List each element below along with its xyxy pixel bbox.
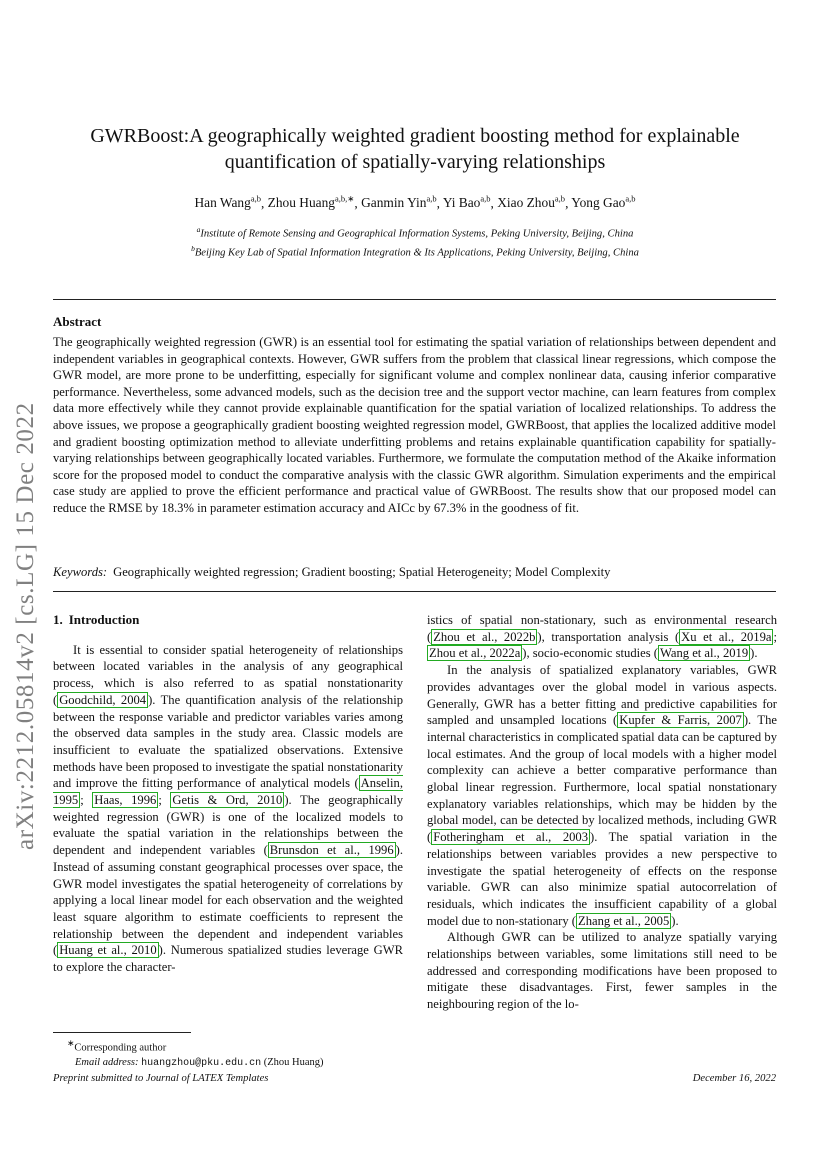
abstract-heading: Abstract [53, 314, 102, 329]
paragraph [427, 612, 777, 662]
text-run: ). [671, 913, 679, 928]
right-column [427, 612, 777, 1013]
email-label: Email address: [75, 1056, 139, 1068]
citation-link[interactable]: Wang et al., 2019 [659, 646, 749, 661]
author [443, 195, 491, 210]
text-run: It is essential to consider spatial heterogeneity of relationships between located variables in the analysis of any geographical process, which is also referred to as spatial nonstationarity ( [53, 642, 403, 707]
author-list: Han Wang$^{a,b}$, Zhou Huang$^{a,b,∗}$, Ganmin Yin$^{a,b}$, Yi Bao$^{a,b}$, Xiao Zhou$^{a,b}$, Yong Gao$^{a,b}$ [194, 194, 636, 211]
citation-link[interactable]: Brunsdon et al., 1996 [269, 843, 394, 858]
left-column [53, 612, 403, 976]
citation-link[interactable]: Xu et al., 2019a [681, 629, 772, 644]
author-name: Ganmin Yin [361, 195, 427, 211]
author-affiliation-mark: a,b [250, 194, 261, 204]
paragraph [427, 929, 777, 1013]
citation-link[interactable]: Huang et al., 2010 [59, 943, 157, 958]
citation-link[interactable]: Haas, 1996 [94, 793, 157, 808]
text-run: ). The geographically weighted regression (GWR) is one of the localized models to evaluate the spatial variation in the relationships between the dependent and independent variables ( [53, 793, 403, 858]
affiliation [60, 223, 770, 242]
footer-journal: Preprint submitted to Journal of LATEX Templates [53, 1073, 269, 1084]
paragraph [427, 662, 777, 929]
citation-link[interactable]: Fotheringham et al., 2003 [433, 830, 589, 845]
text-run: In the analysis of spatialized explanatory variables, GWR provides advantages over the global model in various aspects. Generally, GWR has a better fitting and predictive capabilities for sampled and unsampled locations ( [427, 663, 777, 728]
text-run: ). The quantification analysis of the relationship between the response variable and predictor variables varies among the observed data samples in the study area. Classic models are insufficient to evaluate the spatialized observations. Extensive methods have been proposed to investigate the spatial nonstationarity and improve the fitting performance of analytical models ( [53, 692, 404, 791]
author [571, 195, 635, 210]
author-name: Yong Gao [571, 195, 626, 211]
text-run: ), transportation analysis ( [537, 629, 680, 644]
paper-title: GWRBoost:A geographically weighted gradient boosting method for explainable quantification of spatially-varying relationships [90, 125, 740, 173]
citation-link[interactable]: Kupfer & Farris, 2007 [619, 713, 742, 728]
citation-link[interactable]: Zhang et al., 2005 [578, 913, 670, 928]
affiliation-mark: a [196, 225, 201, 234]
affiliation [60, 242, 770, 261]
affiliation-text: Institute of Remote Sensing and Geographical Information Systems, Peking University, Beijing, China [200, 228, 634, 240]
author [194, 195, 260, 210]
abstract-text: The geographically weighted regression (GWR) is an essential tool for estimating the spatial variation of relationships between dependent and independent variables in geographical contexts. However, GWR suffers from the problem that classical linear regressions, which compose the GWR model, are more prone to be underfitting, especially for significant volume and complex nonlinear data, causing inferior comparative performance. Nevertheless, some advanced models, such as the decision tree and the support vector machine, can learn features from complex data more effectively while they cannot provide explainable quantification for the spatial variation of localized relationships. To address the above issues, we propose a geographically gradient boosting weighted regression model, GWRBoost, that applies the localized additive model and gradient boosting optimization method to alleviate underfitting problems and retains explainable quantification capability for spatially-varying relationships between geographically located variables. Furthermore, we formulate the computation method of the Akaike information score for the proposed model to conduct the comparative analysis with the classic GWR algorithm. Simulation experiments and the empirical case study are applied to prove the efficient performance and practical value of GWRBoost. The results show that our proposed model can reduce the RMSE by 18.3% in parameter estimation accuracy and AICc by 67.3% in the goodness of fit. [53, 335, 776, 515]
footnote [53, 1036, 403, 1071]
author-affiliation-mark: a,b [554, 194, 566, 204]
text-run: ). [750, 646, 758, 661]
abstract-top-rule [53, 299, 776, 300]
email-address[interactable]: huangzhou@pku.edu.cn [141, 1057, 262, 1069]
text-run: ), socio-economic studies ( [522, 646, 658, 661]
text-run: istics of spatial non-stationary, such as environmental research ( [427, 613, 777, 644]
keywords-label: Keywords: [53, 565, 108, 579]
section-heading [53, 612, 403, 629]
footnote-corresponding [53, 1036, 403, 1056]
text-run: ; [158, 793, 171, 808]
author-affiliation-mark: a,b,∗ [335, 194, 355, 204]
text-run: ; [80, 793, 93, 808]
author-affiliation-mark: a,b [625, 194, 636, 204]
author-name: Zhou Huang [267, 195, 335, 211]
affiliation-mark: b [191, 243, 195, 253]
citation-link[interactable]: Goodchild, 2004 [59, 692, 147, 707]
keywords [53, 565, 610, 580]
section-title: Introduction [68, 612, 140, 627]
citation-link[interactable]: Zhou et al., 2022a [429, 646, 521, 661]
footnote-corresponding-text: Corresponding author [74, 1042, 167, 1054]
author [497, 195, 565, 210]
footnote-rule [53, 1032, 191, 1033]
text-run: ). Instead of assuming constant geographical processes over space, the GWR model investigates the spatial heterogeneity of correlations by applying a local linear model for each observation and the weighted least square algorithm to estimate coefficients to represent the relationship between the dependent and independent variables ( [53, 843, 403, 958]
footer-date: December 16, 2022 [692, 1073, 776, 1084]
arxiv-identifier: arXiv:2212.05814v2 [cs.LG] 15 Dec 2022 [12, 402, 39, 850]
citation-link[interactable]: Getis & Ord, 2010 [172, 793, 283, 808]
author [361, 195, 437, 210]
email-owner: (Zhou Huang) [263, 1056, 324, 1068]
paragraph [53, 642, 403, 976]
author-affiliation-mark: a,b [426, 194, 437, 204]
author-name: Yi Bao [442, 195, 481, 211]
text-run: ). Numerous spatialized studies leverage GWR to explore the character- [53, 943, 403, 975]
affiliation-list [60, 223, 770, 260]
abstract-bottom-rule [53, 591, 776, 592]
author-name: Xiao Zhou [497, 195, 555, 211]
affiliation-text: Beijing Key Lab of Spatial Information Integration & Its Applications, Peking University, Beijing, China [194, 247, 639, 259]
section-number: 1. [53, 612, 63, 627]
text-run: ). The internal characteristics in complicated spatial data can be captured by local estimates. And the group of local models with a higher model complexity can achieve a better comparative performance than global linear regression. Furthermore, local spatial nonstationary explanatory variables relationships, which may be hidden by the global model, can be detected by localized methods, including GWR ( [427, 713, 778, 845]
text-run: ; [773, 629, 777, 644]
author-affiliation-mark: a,b [480, 194, 491, 204]
citation-link[interactable]: Zhou et al., 2022b [433, 629, 536, 644]
citation-link[interactable]: Anselin, 1995 [53, 776, 403, 808]
page-footer [53, 1073, 776, 1084]
footnote-email [53, 1056, 403, 1071]
keywords-text: Geographically weighted regression; Gradient boosting; Spatial Heterogeneity; Model Complexity [113, 565, 611, 579]
text-run: Although GWR can be utilized to analyze spatially varying relationships between variables, some limitations still need to be addressed and corresponding modifications have been proposed to mitigate these disadvantages. First, fewer samples in the neighbouring region of the lo- [427, 930, 777, 1012]
author-name: Han Wang [194, 195, 251, 211]
footnote-mark: ∗ [67, 1038, 75, 1048]
author [268, 195, 355, 210]
text-run: ). The spatial variation in the relationships between variables provides a new perspective to investigate the spatial heterogeneity of effects on the response variable. GWR can also minimize spatial autocorrelation of residuals, which indicates the insufficient capability of a global model due to non-stationary ( [427, 830, 777, 928]
